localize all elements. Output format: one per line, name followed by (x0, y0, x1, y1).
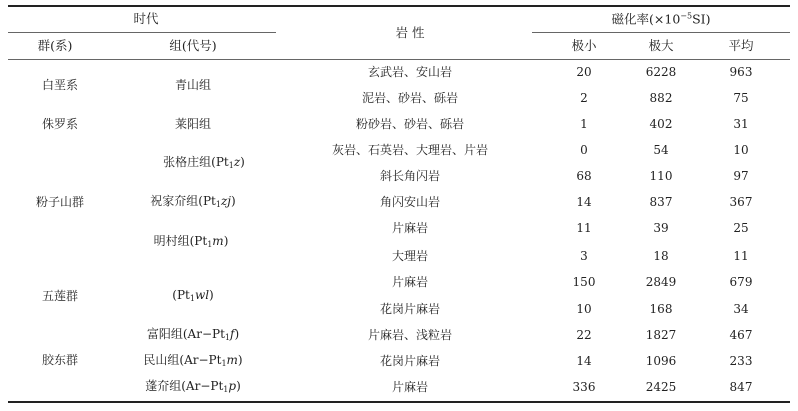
formation-code: f (230, 327, 235, 341)
header-group-series: 群(系) (37, 37, 73, 53)
formation-subscript: 1 (189, 294, 195, 303)
formation-subscript: 1 (207, 240, 213, 249)
cell-avg: 25 (733, 221, 749, 235)
group-jurassic: 侏罗系 (41, 117, 79, 131)
cell-avg: 31 (733, 117, 749, 131)
formation-subscript: 1 (223, 385, 229, 394)
formation-code: m (226, 353, 238, 367)
group-fenzishan: 粉子山群 (35, 195, 85, 209)
header-max: 极大 (648, 37, 674, 53)
top-rule (8, 5, 790, 7)
cell-max: 54 (653, 143, 669, 157)
cell-avg: 34 (733, 302, 749, 316)
cell-max: 18 (653, 249, 669, 263)
cell-lithology: 花岗片麻岩 (379, 302, 441, 316)
cell-min: 20 (576, 65, 592, 79)
group-jiaodong: 胶东群 (41, 353, 79, 367)
cell-max: 110 (649, 169, 673, 183)
cell-lithology: 玄武岩、安山岩 (367, 65, 453, 79)
formation-name: 张格庄组(Pt (163, 155, 229, 169)
formation-name: 明村组(Pt (153, 234, 208, 248)
formation-code: wl (194, 288, 210, 302)
cell-avg: 10 (733, 143, 749, 157)
header-susceptibility-unit: SI) (692, 11, 711, 27)
group-baie: 白垩系 (41, 78, 79, 92)
cell-max: 168 (649, 302, 673, 316)
formation-close: ) (223, 234, 229, 248)
cell-max: 39 (653, 221, 669, 235)
formation-code: m (212, 234, 224, 248)
cell-min: 11 (576, 221, 592, 235)
header-bottom-rule (8, 59, 790, 60)
cell-min: 3 (580, 249, 588, 263)
cell-min: 68 (576, 169, 592, 183)
formation-close: ) (234, 327, 240, 341)
cell-max: 2849 (645, 275, 677, 289)
cell-lithology: 片麻岩 (391, 380, 429, 394)
formation-code: p (228, 379, 237, 393)
formation-mingcun (154, 235, 229, 249)
formation-minshan (143, 354, 242, 368)
cell-min: 14 (576, 195, 592, 209)
formation-subscript: 1 (224, 333, 230, 342)
cell-min: 1 (580, 117, 588, 131)
header-era: 时代 (133, 10, 159, 26)
formation-close: ) (231, 194, 236, 208)
cell-avg: 11 (733, 249, 749, 263)
formation-name: 祝家夼组(Pt (150, 194, 216, 208)
cell-max: 6228 (645, 65, 677, 79)
group-wulian: 五莲群 (41, 289, 79, 303)
cell-max: 1827 (645, 328, 677, 342)
cell-min: 150 (572, 275, 596, 289)
cell-min: 14 (576, 354, 592, 368)
cell-max: 1096 (645, 354, 677, 368)
cell-lithology: 花岗片麻岩 (379, 354, 441, 368)
cell-min: 22 (576, 328, 592, 342)
formation-name: 富阳组(Ar−Pt (146, 327, 225, 341)
formation-close: ) (240, 155, 245, 169)
header-susceptibility-exp: −5 (680, 11, 693, 21)
cell-lithology: 大理岩 (391, 249, 429, 263)
cell-lithology: 片麻岩 (391, 275, 429, 289)
cell-max: 882 (649, 91, 673, 105)
cell-max: 2425 (645, 380, 677, 394)
cell-lithology: 粉砂岩、砂岩、砾岩 (355, 117, 465, 131)
formation-code: zj (220, 194, 232, 208)
header-era-rule (8, 32, 276, 33)
cell-lithology: 泥岩、砂岩、砾岩 (361, 91, 459, 105)
formation-close: ) (209, 288, 214, 302)
formation-code: z (233, 155, 241, 169)
cell-min: 336 (572, 380, 596, 394)
cell-avg: 963 (729, 65, 753, 79)
cell-lithology: 片麻岩、浅粒岩 (367, 328, 453, 342)
formation-fuyang (147, 328, 239, 342)
formation-name: 蓬夼组(Ar−Pt (145, 379, 224, 393)
formation-subscript: 1 (221, 359, 227, 368)
formation-qingshan: 青山组 (174, 78, 212, 92)
formation-close: ) (237, 353, 243, 367)
cell-avg: 97 (733, 169, 749, 183)
cell-lithology: 角闪安山岩 (379, 195, 441, 209)
cell-avg: 233 (729, 354, 753, 368)
header-avg: 平均 (728, 37, 754, 53)
cell-lithology: 灰岩、石英岩、大理岩、片岩 (331, 143, 489, 157)
cell-avg: 847 (729, 380, 753, 394)
header-susceptibility-label: 磁化率(×10 (611, 11, 681, 27)
formation-name: (Pt (172, 288, 190, 302)
header-min: 极小 (571, 37, 597, 53)
cell-max: 837 (649, 195, 673, 209)
cell-max: 402 (649, 117, 673, 131)
cell-min: 10 (576, 302, 592, 316)
header-susceptibility (612, 12, 711, 26)
bottom-rule (8, 401, 790, 403)
header-lithology: 岩 性 (395, 24, 425, 40)
header-formation-code: 组(代号) (169, 37, 217, 53)
formation-zhanggezhuang (163, 156, 245, 170)
cell-lithology: 片麻岩 (391, 221, 429, 235)
cell-avg: 679 (729, 275, 753, 289)
cell-avg: 75 (733, 91, 749, 105)
cell-avg: 367 (729, 195, 753, 209)
formation-wulian-code (172, 289, 213, 303)
formation-subscript: 1 (215, 200, 221, 209)
formation-pengjia (145, 380, 241, 394)
cell-min: 2 (580, 91, 588, 105)
header-susceptibility-rule (532, 32, 790, 33)
formation-subscript: 1 (228, 161, 234, 170)
formation-name: 民山组(Ar−Pt (143, 353, 222, 367)
formation-close: ) (236, 379, 241, 393)
formation-laiyang: 莱阳组 (174, 117, 212, 131)
cell-min: 0 (580, 143, 588, 157)
formation-zhujiajia (150, 195, 235, 209)
cell-avg: 467 (729, 328, 753, 342)
cell-lithology: 斜长角闪岩 (379, 169, 441, 183)
